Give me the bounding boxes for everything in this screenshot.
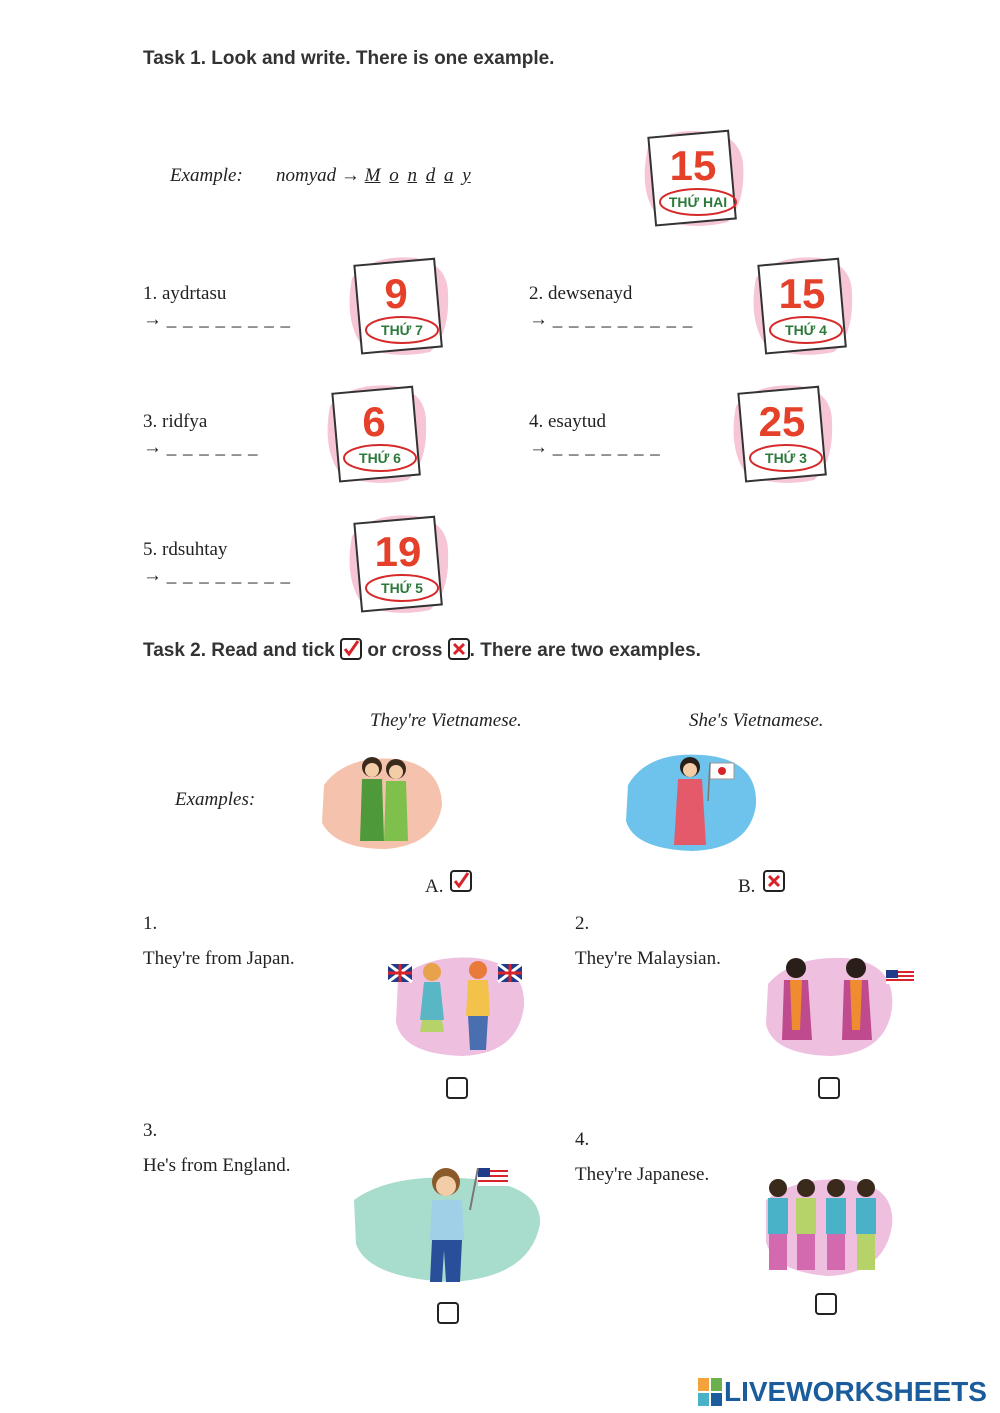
answer-blank[interactable]: _ _ _ _ _ _ _ _ _: [552, 309, 694, 330]
example-letter: d: [425, 165, 436, 186]
girl-head: [786, 958, 806, 978]
girl-body: [360, 779, 384, 841]
calendar-number: 6: [362, 398, 386, 445]
q3-number: 3.: [143, 1120, 158, 1141]
example-letter: o: [389, 165, 399, 186]
calendar-day: THỨ 3: [765, 450, 807, 466]
examples-label: Examples:: [175, 789, 256, 810]
item1-label: 1. aydrtasu: [143, 283, 227, 304]
arrow-icon: →: [143, 565, 162, 586]
task2-title: [143, 638, 701, 662]
task1-title: Task 1. Look and write. There is one example.: [143, 48, 555, 69]
q4-checkbox[interactable]: [815, 1293, 837, 1315]
child-figure: [856, 1179, 876, 1270]
example-a-checkbox: [450, 870, 472, 892]
example-b-image: [622, 745, 762, 855]
example-b-checkbox: [763, 870, 785, 892]
q4-image: [758, 1170, 898, 1280]
answer-blank[interactable]: _ _ _ _ _ _: [166, 437, 259, 458]
child-figure: [796, 1179, 816, 1270]
item4-label: 4. esaytud: [529, 411, 607, 432]
calendar-4: [728, 378, 838, 488]
q3-checkbox[interactable]: [437, 1302, 459, 1324]
answer-blank[interactable]: _ _ _ _ _ _ _ _: [166, 309, 291, 330]
girl-body: [674, 779, 706, 845]
example-scrambled: nomyad →: [276, 165, 360, 186]
task2-title-part1: Task 2. Read and tick: [143, 640, 335, 661]
answer-blank[interactable]: _ _ _ _ _ _ _: [552, 437, 661, 458]
cross-icon: [448, 638, 470, 660]
example-b-letter: B.: [738, 876, 756, 897]
task2-title-part2: or cross: [367, 640, 443, 661]
item4-answer[interactable]: [529, 437, 661, 459]
q1-number: 1.: [143, 913, 158, 934]
liveworksheets-logo: [698, 1376, 987, 1408]
q3-image: [350, 1160, 544, 1290]
kid-body: [420, 982, 444, 1020]
item1-answer[interactable]: [143, 309, 291, 331]
calendar-number: 15: [669, 142, 717, 189]
example-letter: a: [443, 165, 454, 186]
girl-head: [846, 958, 866, 978]
calendar-number: 19: [374, 528, 422, 575]
item5-label: 5. rdsuhtay: [143, 539, 228, 560]
arrow-icon: →: [143, 437, 162, 458]
example-letter: n: [407, 165, 417, 186]
example-letter: M: [364, 165, 381, 186]
logo-text: LIVEWORKSHEETS: [724, 1376, 987, 1407]
item2-answer[interactable]: [529, 309, 693, 331]
calendar-2: [748, 250, 858, 360]
example-b-sentence: She's Vietnamese.: [689, 710, 824, 731]
task2-title-part3: . There are two examples.: [469, 640, 701, 661]
calendar-day: THỨ 7: [381, 322, 423, 338]
calendar-day: THỨ 5: [381, 580, 423, 596]
kid-head: [423, 963, 441, 981]
example-a-image: [316, 745, 446, 855]
q2-sentence: They're Malaysian.: [575, 948, 721, 969]
calendar-day: THỨ 4: [785, 322, 827, 338]
boy-body: [430, 1200, 464, 1240]
calendar-3: [322, 378, 432, 488]
q2-image: [760, 950, 918, 1060]
child-figure: [768, 1179, 788, 1270]
calendar-number: 15: [778, 270, 826, 317]
example-a-sentence: They're Vietnamese.: [370, 710, 522, 731]
answer-blank[interactable]: _ _ _ _ _ _ _ _: [166, 565, 291, 586]
arrow-icon: →: [529, 309, 548, 330]
example-letter: y: [462, 165, 471, 186]
child-figure: [826, 1179, 846, 1270]
item3-answer[interactable]: [143, 437, 259, 459]
q4-sentence: They're Japanese.: [575, 1164, 710, 1185]
calendar-number: 25: [758, 398, 806, 445]
q2-number: 2.: [575, 913, 590, 934]
item5-answer[interactable]: [143, 565, 291, 587]
calendar-day: THỨ HAI: [668, 194, 728, 210]
q1-sentence: They're from Japan.: [143, 948, 295, 969]
example-a-letter: A.: [425, 876, 444, 897]
calendar-number: 9: [384, 270, 408, 317]
calendar-day: THỨ 6: [359, 450, 401, 466]
kid-body: [466, 980, 490, 1016]
q2-checkbox[interactable]: [818, 1077, 840, 1099]
girl-body: [384, 781, 408, 841]
logo-mark-icon: [698, 1378, 722, 1406]
calendar-example: [638, 122, 748, 232]
example-row: [276, 165, 475, 187]
q4-number: 4.: [575, 1129, 590, 1150]
kid-head: [469, 961, 487, 979]
arrow-icon: →: [143, 309, 162, 330]
q3-sentence: He's from England.: [143, 1155, 291, 1176]
item3-label: 3. ridfya: [143, 411, 208, 432]
q1-image: [386, 950, 531, 1060]
example-label: Example:: [170, 165, 243, 186]
calendar-1: [344, 250, 454, 360]
calendar-5: [344, 508, 454, 618]
item2-label: 2. dewsenayd: [529, 283, 633, 304]
arrow-icon: →: [529, 437, 548, 458]
q1-checkbox[interactable]: [446, 1077, 468, 1099]
tick-icon: [340, 638, 362, 660]
